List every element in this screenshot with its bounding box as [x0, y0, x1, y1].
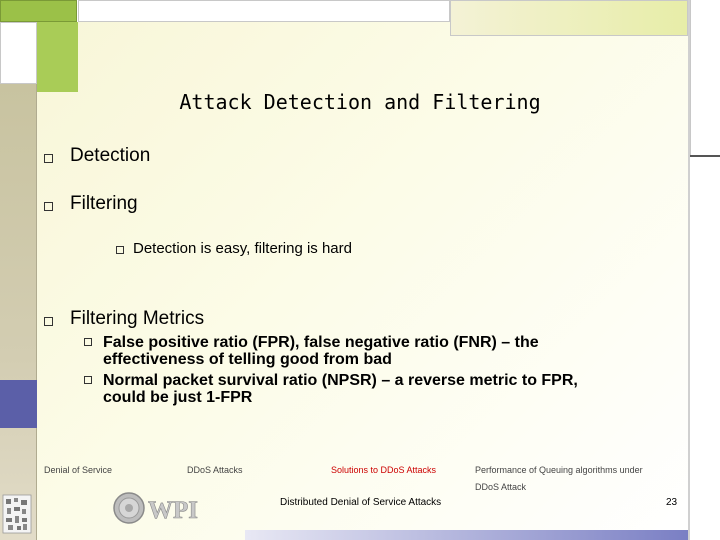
- right-panel: [690, 155, 720, 540]
- bullet-filtering-metrics: Filtering Metrics: [70, 308, 205, 329]
- footer-nav-denial-of-service[interactable]: Denial of Service: [44, 465, 113, 475]
- left-decor-strip: [0, 84, 37, 540]
- footer-nav-solutions[interactable]: Solutions to DDoS Attacks: [331, 465, 437, 475]
- top-white-box: [78, 0, 450, 22]
- footer-caption: Distributed Denial of Service Attacks: [280, 497, 442, 508]
- sub-bullet-npsr-line2: could be just 1-FPR: [103, 389, 253, 406]
- sub-bullet-npsr-line1: Normal packet survival ratio (NPSR) – a reverse metric to FPR,: [103, 372, 578, 389]
- qr-code-icon: [2, 494, 32, 534]
- right-white-box: [690, 0, 720, 155]
- left-blue-block: [0, 380, 37, 428]
- slide-title: Attack Detection and Filtering: [179, 90, 541, 114]
- square-bullet-icon: [84, 376, 92, 384]
- bullet-detection: Detection: [70, 145, 151, 166]
- square-bullet-icon: [116, 246, 124, 254]
- wpi-logo-icon: [112, 491, 212, 525]
- footer-nav-performance[interactable]: Performance of Queuing algorithms under: [475, 465, 643, 475]
- page-number: 23: [666, 497, 678, 508]
- square-bullet-icon: [84, 338, 92, 346]
- sub-bullet-fpr-line1: False positive ratio (FPR), false negative ratio (FNR) – the: [103, 334, 539, 351]
- bullet-filtering: Filtering: [70, 193, 138, 214]
- top-left-green-block: [0, 0, 77, 22]
- sub-bullet-filtering: Detection is easy, filtering is hard: [133, 240, 352, 257]
- footer-nav-ddos-attacks[interactable]: DDoS Attacks: [187, 465, 243, 475]
- footer-nav-performance-wrap[interactable]: DDoS Attack: [475, 482, 527, 492]
- left-green-block: [37, 22, 78, 92]
- sub-bullet-fpr-line2: effectiveness of telling good from bad: [103, 351, 392, 368]
- top-right-gradient-box: [450, 0, 688, 36]
- wpi-logo-text: WPI: [148, 497, 198, 524]
- bottom-gradient-bar: [245, 530, 688, 540]
- left-white-box: [0, 22, 37, 84]
- square-bullet-icon: [44, 202, 53, 211]
- square-bullet-icon: [44, 154, 53, 163]
- square-bullet-icon: [44, 317, 53, 326]
